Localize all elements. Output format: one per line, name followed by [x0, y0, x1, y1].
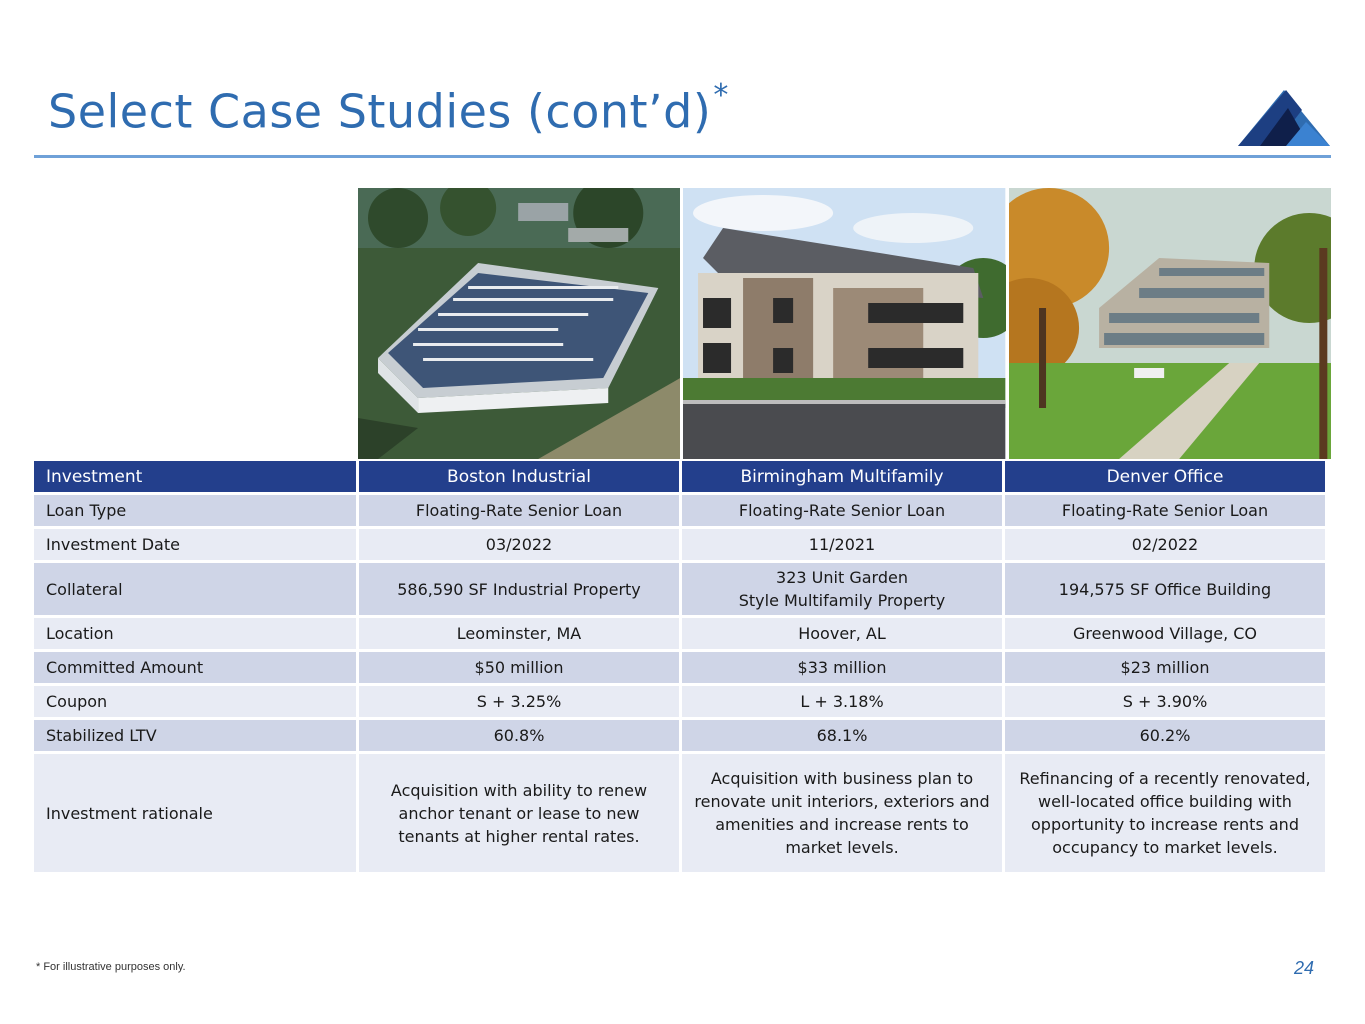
title-divider — [34, 155, 1331, 158]
row-label: Coupon — [34, 686, 356, 717]
table-row-coupon — [34, 686, 1325, 717]
header-investment: Investment — [34, 461, 356, 492]
table-cell: 11/2021 — [682, 529, 1002, 560]
table-cell: $33 million — [682, 652, 1002, 683]
row-label: Stabilized LTV — [34, 720, 356, 751]
table-cell: 60.2% — [1005, 720, 1325, 751]
table-cell: L + 3.18% — [682, 686, 1002, 717]
table-cell: Floating-Rate Senior Loan — [359, 495, 679, 526]
page-title — [48, 78, 729, 139]
row-label: Location — [34, 618, 356, 649]
table-cell: 323 Unit Garden Style Multifamily Property — [682, 563, 1002, 615]
page-number: 24 — [1294, 958, 1315, 978]
table-cell: Floating-Rate Senior Loan — [682, 495, 1002, 526]
row-label: Investment Date — [34, 529, 356, 560]
table-row-investment-rationale — [34, 754, 1325, 872]
header-birmingham-multifamily: Birmingham Multifamily — [682, 461, 1002, 492]
company-logo-icon — [1236, 88, 1332, 148]
table-cell: Refinancing of a recently renovated, well-located office building with opportunity to increase rents and occupancy to market levels. — [1005, 754, 1325, 872]
table-cell: 586,590 SF Industrial Property — [359, 563, 679, 615]
table-cell: 60.8% — [359, 720, 679, 751]
denver-office-photo — [1009, 188, 1331, 459]
table-cell: 03/2022 — [359, 529, 679, 560]
birmingham-multifamily-photo — [683, 188, 1005, 459]
table-cell: 02/2022 — [1005, 529, 1325, 560]
table-cell: Acquisition with ability to renew anchor tenant or lease to new tenants at higher rental rates. — [359, 754, 679, 872]
header-denver-office: Denver Office — [1005, 461, 1325, 492]
boston-industrial-photo — [358, 188, 680, 459]
table-row-committed-amount — [34, 652, 1325, 683]
table-cell: 68.1% — [682, 720, 1002, 751]
table-row-stabilized-ltv — [34, 720, 1325, 751]
table-cell: $23 million — [1005, 652, 1325, 683]
table-row-loan-type — [34, 495, 1325, 526]
table-cell: 194,575 SF Office Building — [1005, 563, 1325, 615]
row-label: Committed Amount — [34, 652, 356, 683]
row-label: Collateral — [34, 563, 356, 615]
table-cell: Acquisition with business plan to renovate unit interiors, exteriors and amenities and increase rents to market levels. — [682, 754, 1002, 872]
row-label: Loan Type — [34, 495, 356, 526]
case-studies-table — [31, 458, 1328, 875]
table-cell: Floating-Rate Senior Loan — [1005, 495, 1325, 526]
header-boston-industrial: Boston Industrial — [359, 461, 679, 492]
footnote: * For illustrative purposes only. — [36, 961, 186, 973]
title-footnote-mark: * — [713, 78, 729, 113]
table-cell: S + 3.90% — [1005, 686, 1325, 717]
table-cell: Greenwood Village, CO — [1005, 618, 1325, 649]
table-row-location — [34, 618, 1325, 649]
table-cell: S + 3.25% — [359, 686, 679, 717]
table-cell: Hoover, AL — [682, 618, 1002, 649]
table-row-collateral — [34, 563, 1325, 615]
row-label: Investment rationale — [34, 754, 356, 872]
page-title-text: Select Case Studies (cont’d) — [48, 84, 712, 139]
property-photos — [358, 188, 1331, 459]
table-cell: Leominster, MA — [359, 618, 679, 649]
table-row-investment-date — [34, 529, 1325, 560]
table-cell: $50 million — [359, 652, 679, 683]
table-header-row — [34, 461, 1325, 492]
